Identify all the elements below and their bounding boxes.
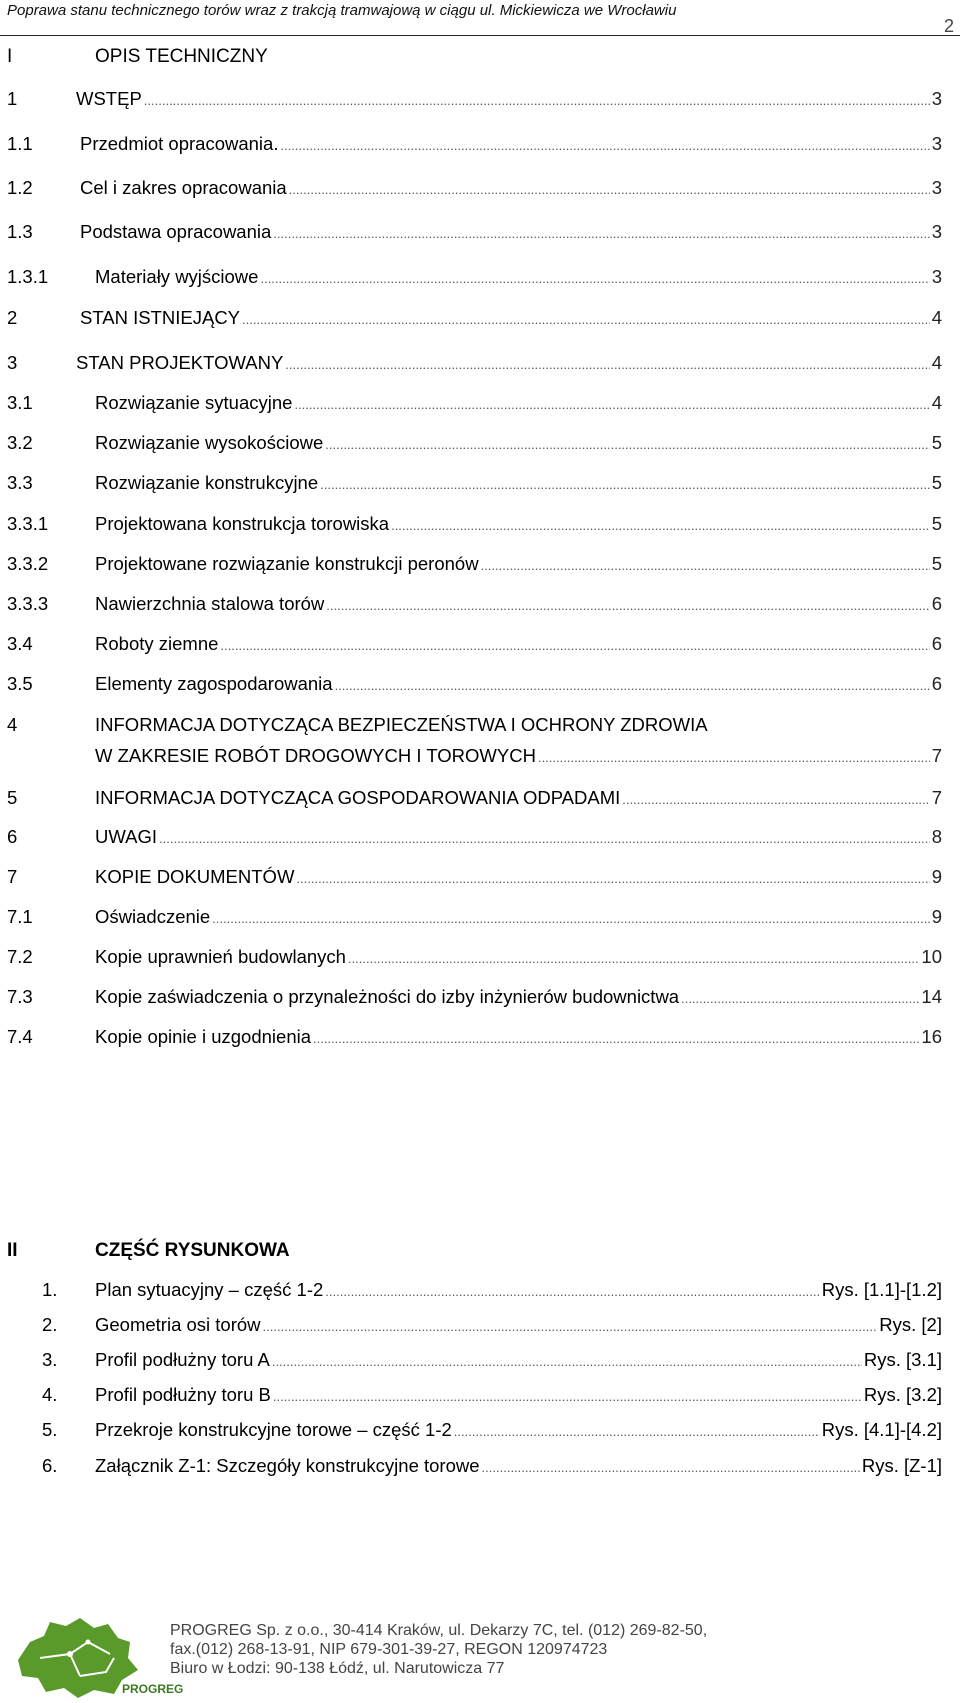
- toc-leader-dots: [280, 133, 929, 159]
- drawing-reference: Rys. [4.1]-[4.2]: [821, 1419, 942, 1440]
- toc-leader-dots: [273, 221, 929, 247]
- drawing-number: 1.: [42, 1279, 58, 1300]
- toc-entry-number: 1.2: [7, 177, 33, 198]
- toc-leader-dots: [260, 266, 929, 292]
- toc-entry-number: 1.3.1: [7, 266, 49, 287]
- toc-entry-body: [95, 712, 942, 738]
- toc-entry-page: 4: [931, 392, 942, 413]
- toc-entry-label: Projektowana konstrukcja torowiska: [95, 513, 390, 534]
- logo-text: PROGREG: [122, 1682, 184, 1696]
- toc-entry[interactable]: [0, 824, 960, 850]
- toc-leader-dots: [285, 352, 929, 378]
- toc-leader-dots: [242, 307, 930, 333]
- toc-entry-number: 3.2: [7, 432, 33, 453]
- part-one-title: OPIS TECHNICZNY: [95, 46, 268, 67]
- toc-entry-number: 5: [7, 787, 18, 808]
- toc-entry-page: 9: [931, 866, 942, 887]
- toc-entry-number: 3.3.1: [7, 513, 49, 534]
- toc-entry[interactable]: [0, 671, 960, 697]
- toc-entry[interactable]: [0, 785, 960, 811]
- toc-entry-page: 5: [931, 553, 942, 574]
- toc-entry-page: 7: [931, 745, 942, 766]
- drawing-list-item[interactable]: [0, 1346, 960, 1374]
- drawing-list-item[interactable]: [0, 1276, 960, 1304]
- toc-entry-page: 6: [931, 673, 942, 694]
- toc-entry-number: 7: [7, 866, 18, 887]
- toc-leader-dots: [313, 1026, 919, 1052]
- toc-leader-dots: [335, 673, 930, 699]
- toc-entry[interactable]: [0, 1024, 960, 1050]
- toc-entry-page: 6: [931, 593, 942, 614]
- drawing-reference: Rys. [2]: [879, 1314, 942, 1335]
- drawing-number: 4.: [42, 1384, 58, 1405]
- toc-entry-body: [95, 785, 942, 813]
- toc-entry[interactable]: [0, 131, 960, 157]
- document-title: Poprawa stanu technicznego torów wraz z trakcją tramwajową w ciągu ul. Mickiewicza we Wrocławiu: [7, 2, 677, 19]
- page-header: [0, 0, 960, 44]
- toc-entry[interactable]: [0, 175, 960, 201]
- toc-entry-page: 6: [931, 633, 942, 654]
- drawing-leader-dots: [454, 1418, 820, 1446]
- drawing-body: [95, 1381, 942, 1411]
- toc-entry-label: Roboty ziemne: [95, 633, 219, 654]
- toc-entry-body: [95, 904, 942, 932]
- drawing-list-item[interactable]: [0, 1416, 960, 1444]
- toc-entry-label: Rozwiązanie konstrukcyjne: [95, 472, 319, 493]
- toc-entry-page: 3: [931, 177, 942, 198]
- drawing-label: Geometria osi torów: [95, 1314, 261, 1335]
- toc-leader-dots: [296, 866, 929, 892]
- drawing-reference: Rys. [3.2]: [863, 1384, 942, 1405]
- toc-entry-number: 3: [7, 352, 18, 373]
- toc-entry[interactable]: [0, 904, 960, 930]
- toc-entry-body: [95, 390, 942, 418]
- toc-entry-number: 6: [7, 826, 18, 847]
- toc-leader-dots: [289, 177, 930, 203]
- drawing-body: [95, 1311, 942, 1341]
- footer-line: fax.(012) 268-13-91, NIP 679-301-39-27, REGON 120974723: [170, 1641, 608, 1658]
- toc-leader-dots: [325, 432, 929, 458]
- toc-leader-dots: [144, 88, 930, 114]
- toc-entry-number: 3.1: [7, 392, 33, 413]
- drawing-label: Plan sytuacyjny – część 1-2: [95, 1279, 324, 1300]
- toc-entry-label: INFORMACJA DOTYCZĄCA GOSPODAROWANIA ODPADAMI: [95, 787, 621, 808]
- toc-entry[interactable]: [0, 511, 960, 537]
- drawing-leader-dots: [482, 1454, 860, 1482]
- toc-entry-number: 3.3: [7, 472, 33, 493]
- toc-leader-dots: [622, 787, 929, 813]
- header-divider: [0, 35, 960, 36]
- drawing-leader-dots: [263, 1313, 878, 1341]
- drawing-label: Załącznik Z-1: Szczegóły konstrukcyjne torowe: [95, 1455, 480, 1476]
- toc-entry-body: [95, 430, 942, 458]
- toc-entry[interactable]: [0, 944, 960, 970]
- toc-entry-number: 3.5: [7, 673, 33, 694]
- toc-entry-number: 3.4: [7, 633, 33, 654]
- drawing-reference: Rys. [3.1]: [863, 1349, 942, 1370]
- toc-entry-body: [95, 864, 942, 892]
- toc-entry-number: 1.3: [7, 221, 33, 242]
- toc-entry-number: 7.3: [7, 986, 33, 1007]
- toc-entry[interactable]: [0, 864, 960, 890]
- toc-entry-body: [80, 131, 942, 159]
- toc-entry-label: Podstawa opracowania: [80, 221, 272, 242]
- drawing-label: Profil podłużny toru B: [95, 1384, 271, 1405]
- toc-entry-body: [80, 175, 942, 203]
- page-footer: [0, 1600, 960, 1703]
- toc-entry-page: 5: [931, 472, 942, 493]
- toc-entry-label: Przedmiot opracowania.: [80, 133, 279, 154]
- toc-entry-page: 9: [931, 906, 942, 927]
- toc-entry-label: Rozwiązanie sytuacyjne: [95, 392, 293, 413]
- toc-entry-label: Rozwiązanie wysokościowe: [95, 432, 324, 453]
- toc-leader-dots: [212, 906, 930, 932]
- footer-line: PROGREG Sp. z o.o., 30-414 Kraków, ul. Dekarzy 7C, tel. (012) 269-82-50,: [170, 1622, 708, 1639]
- toc-entry[interactable]: [0, 86, 960, 112]
- toc-entry[interactable]: [0, 350, 960, 376]
- toc-leader-dots: [348, 946, 919, 972]
- toc-entry-label: INFORMACJA DOTYCZĄCA BEZPIECZEŃSTWA I OCHRONY ZDROWIA: [95, 714, 708, 735]
- toc-leader-dots: [481, 553, 930, 579]
- toc-entry-body: [95, 264, 942, 292]
- toc-entry-page: 4: [931, 352, 942, 373]
- drawing-label: Przekroje konstrukcyjne torowe – część 1-2: [95, 1419, 452, 1440]
- toc-entry-page: 4: [931, 307, 942, 328]
- toc-entry-number: 4: [7, 714, 18, 735]
- toc-leader-dots: [538, 745, 930, 771]
- toc-entry-body: [80, 219, 942, 247]
- toc-leader-dots: [326, 593, 929, 619]
- toc-entry-label: Oświadczenie: [95, 906, 211, 927]
- toc-entry-body: [76, 350, 942, 378]
- drawing-leader-dots: [272, 1348, 862, 1376]
- toc-entry[interactable]: [0, 219, 960, 245]
- toc-entry[interactable]: [0, 430, 960, 456]
- company-address: [170, 1621, 707, 1678]
- footer-line: Biuro w Łodzi: 90-138 Łódź, ul. Narutowicza 77: [170, 1660, 505, 1677]
- drawing-body: [95, 1452, 942, 1482]
- toc-leader-dots: [220, 633, 929, 659]
- toc-entry-page: 10: [921, 946, 942, 967]
- toc-entry-label: WSTĘP: [76, 88, 142, 109]
- toc-entry-body: [95, 984, 942, 1012]
- toc-entry-page: 16: [921, 1026, 942, 1047]
- drawing-label: Profil podłużny toru A: [95, 1349, 270, 1370]
- toc-entry-page: 3: [931, 221, 942, 242]
- toc-entry[interactable]: [0, 631, 960, 657]
- toc-entry-body: [95, 591, 942, 619]
- toc-entry[interactable]: [0, 305, 960, 331]
- toc-entry-label: UWAGI: [95, 826, 158, 847]
- toc-entry-page: 14: [921, 986, 942, 1007]
- toc-entry-label: Nawierzchnia stalowa torów: [95, 593, 325, 614]
- drawing-reference: Rys. [1.1]-[1.2]: [821, 1279, 942, 1300]
- toc-entry-body: [95, 1024, 942, 1052]
- toc-entry-page: 5: [931, 432, 942, 453]
- toc-entry-number: 3.3.2: [7, 553, 49, 574]
- toc-entry[interactable]: [0, 984, 960, 1010]
- toc-entry-body: [95, 671, 942, 699]
- drawing-body: [95, 1346, 942, 1376]
- toc-entry-label: Kopie zaświadczenia o przynależności do izby inżynierów budownictwa: [95, 986, 680, 1007]
- toc-entry-label: W ZAKRESIE ROBÓT DROGOWYCH I TOROWYCH: [95, 745, 536, 766]
- toc-entry-page: 3: [931, 133, 942, 154]
- toc-leader-dots: [391, 513, 930, 539]
- drawing-list-item[interactable]: [0, 1311, 960, 1339]
- toc-entry-body: [95, 551, 942, 579]
- toc-entry-number: 7.2: [7, 946, 33, 967]
- toc-entry-body: [95, 511, 942, 539]
- toc-entry-label: Cel i zakres opracowania: [80, 177, 287, 198]
- toc-entry-label: Projektowane rozwiązanie konstrukcji peronów: [95, 553, 479, 574]
- drawing-list-item[interactable]: [0, 1452, 960, 1480]
- toc-entry-label: STAN ISTNIEJĄCY: [80, 307, 241, 328]
- drawing-leader-dots: [273, 1383, 862, 1411]
- toc-entry-page: 3: [931, 266, 942, 287]
- toc-entry-body: [95, 944, 942, 972]
- toc-leader-dots: [159, 826, 930, 852]
- toc-entry-number: 3.3.3: [7, 593, 49, 614]
- toc-entry-body: [95, 631, 942, 659]
- drawing-number: 5.: [42, 1419, 58, 1440]
- toc-entry-number: 1: [7, 88, 18, 109]
- toc-leader-dots: [320, 472, 930, 498]
- toc-entry[interactable]: [0, 591, 960, 617]
- drawing-number: 2.: [42, 1314, 58, 1335]
- toc-entry-label: Kopie uprawnień budowlanych: [95, 946, 346, 967]
- toc-entry-label: Kopie opinie i uzgodnienia: [95, 1026, 312, 1047]
- toc-entry-body: [76, 86, 942, 114]
- part-two-title: CZĘŚĆ RYSUNKOWA: [95, 1240, 290, 1261]
- toc-entry-label: KOPIE DOKUMENTÓW: [95, 866, 295, 887]
- toc-entry-page: 5: [931, 513, 942, 534]
- toc-entry[interactable]: [0, 470, 960, 496]
- drawing-body: [95, 1276, 942, 1306]
- toc-entry-page: 3: [931, 88, 942, 109]
- drawing-number: 6.: [42, 1455, 58, 1476]
- toc-entry-page: 7: [931, 787, 942, 808]
- toc-entry[interactable]: [0, 551, 960, 577]
- toc-entry-number: 1.1: [7, 133, 33, 154]
- drawing-leader-dots: [325, 1278, 819, 1306]
- toc-entry-body: [80, 305, 942, 333]
- toc-entry-body: [95, 824, 942, 852]
- toc-entry-body: [95, 470, 942, 498]
- toc-entry-label: Elementy zagospodarowania: [95, 673, 333, 694]
- toc-entry[interactable]: [0, 390, 960, 416]
- part-one-number: I: [7, 46, 13, 67]
- toc-entry-number: 7.1: [7, 906, 33, 927]
- toc-entry[interactable]: [0, 743, 960, 769]
- toc-leader-dots: [681, 986, 919, 1012]
- drawing-reference: Rys. [Z-1]: [861, 1455, 942, 1476]
- toc-entry-page: 8: [931, 826, 942, 847]
- toc-entry-label: STAN PROJEKTOWANY: [76, 352, 284, 373]
- toc-leader-dots: [294, 392, 929, 418]
- toc-entry-label: Materiały wyjściowe: [95, 266, 259, 287]
- toc-entry-number: 7.4: [7, 1026, 33, 1047]
- drawing-list-item[interactable]: [0, 1381, 960, 1409]
- drawing-body: [95, 1416, 942, 1446]
- page-number: 2: [943, 16, 954, 36]
- toc-entry[interactable]: [0, 264, 960, 290]
- part-two-number: II: [7, 1240, 18, 1261]
- toc-entry-body: [95, 743, 942, 771]
- toc-entry[interactable]: [0, 712, 960, 738]
- toc-entry-number: 2: [7, 307, 18, 328]
- drawing-number: 3.: [42, 1349, 58, 1370]
